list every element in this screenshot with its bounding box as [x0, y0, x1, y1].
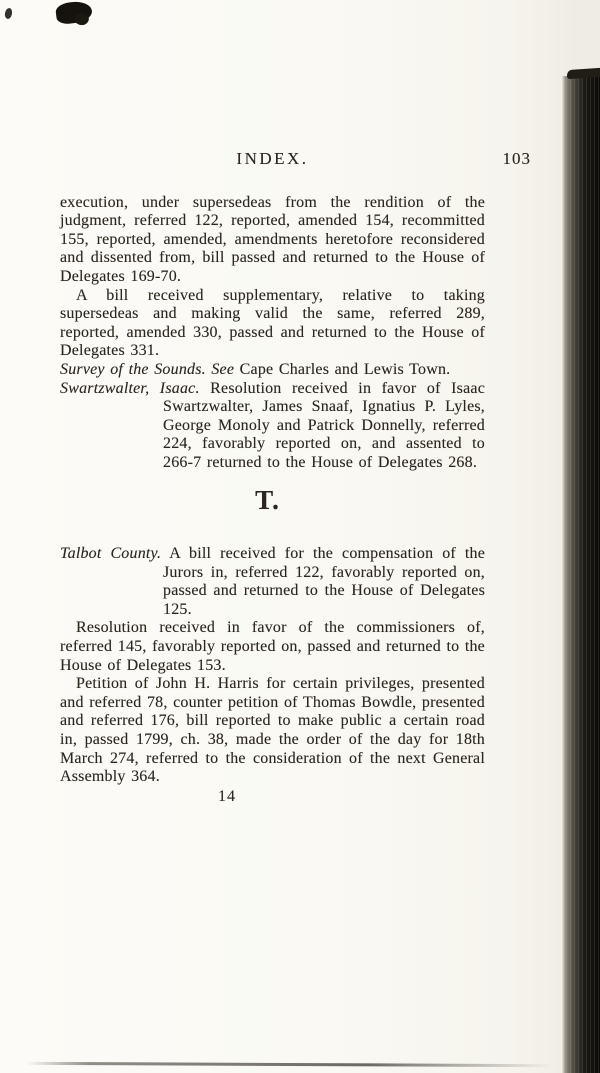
section-letter-heading: T.	[255, 484, 280, 515]
entry-headword: Talbot County.	[60, 545, 162, 563]
entry-text: Cape Charles and Lewis Town.	[239, 360, 451, 378]
page-number: 103	[502, 149, 531, 168]
index-entry-survey-of-the-sounds	[60, 361, 485, 380]
entry-headword-continuation: Sounds. See	[154, 360, 235, 378]
signature-mark: 14	[218, 787, 236, 805]
scan-artifact-ink-blob	[55, 0, 93, 25]
binding-edge-shadow	[562, 76, 600, 1073]
continuation-paragraph-1: execution, under supersedeas from the rendition of the judgment, referred 122, reported, amended 154, recommitted 155, reported, amended, amendments heretofore reconsidered and dissented from, bill passed and returned to the House of Delegates 169-70.	[60, 193, 485, 285]
page-header	[60, 149, 531, 169]
index-title: INDEX.	[236, 149, 309, 168]
entry-paragraph: Resolution received in favor of the commissioners of, referred 145, favorably reported on, passed and returned to the House of Delegates 153.	[60, 619, 485, 674]
continuation-paragraph-2: A bill received supplementary, relative to taking supersedeas and making valid the same, referred 289, reported, amended 330, passed and returned to the House of Delegates 331.	[60, 286, 485, 360]
entry-paragraph: Petition of John H. Harris for certain privileges, presented and referred 78, counter petition of Thomas Bowdle, presented and referred 176, bill reported to make public a certain road in, passed 1799, ch. 38, made the order of the day for 18th March 274, referred to the consideration of the next General Assembly 364.	[60, 675, 485, 786]
index-entry-swartzwalter	[60, 380, 485, 473]
scan-artifact-streak	[26, 1062, 552, 1067]
scan-artifact-speck	[4, 7, 13, 19]
entry-text: Resolution received in favor of Isaac Swartzwalter, James Snaaf, Ignatius P. Lyles, George Monoly and Patrick Donnelly, referred 224, favorably reported on, and assented to 266-7 returned to the House of Delegates 268.	[163, 379, 486, 471]
entry-headword: Swartzwalter, Isaac.	[60, 379, 200, 397]
entry-headword: Survey of the	[60, 360, 149, 378]
index-entry-talbot-county	[60, 545, 485, 619]
text-column	[60, 149, 531, 806]
entry-text: A bill received for the compensation of the Jurors in, referred 122, favorably reported on, passed and returned to the House of Delegates 125.	[163, 545, 485, 618]
